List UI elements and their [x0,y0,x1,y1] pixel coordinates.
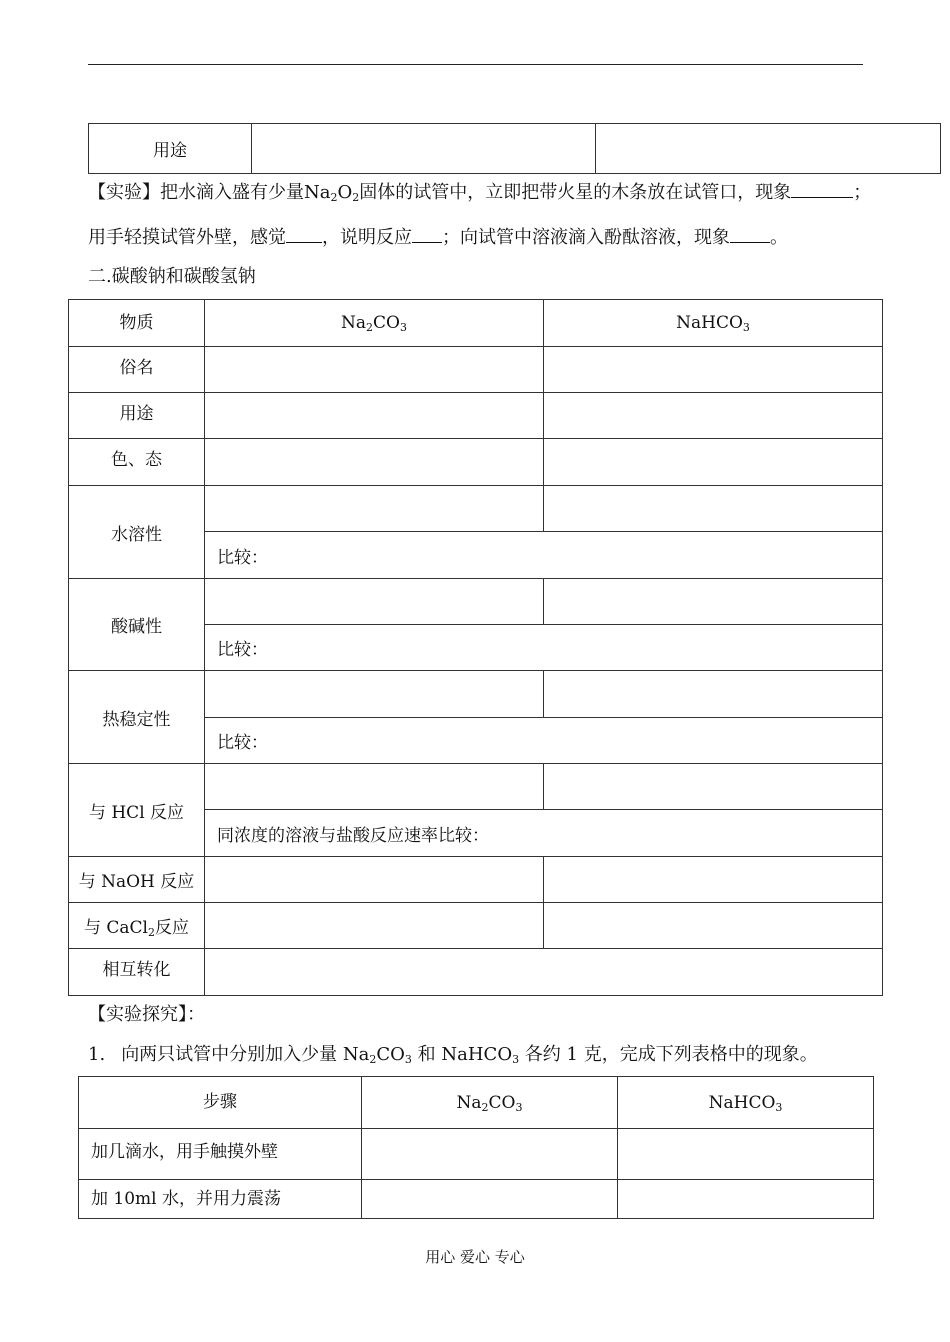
explore-title: 【实验探究】： [88,1004,205,1025]
page-footer: 用心 爱心 专心 [425,1248,525,1266]
header-rule [88,64,863,65]
answer-blank[interactable] [412,241,442,243]
row-label-solubility: 水溶性 [69,486,205,579]
table-cell[interactable] [544,764,883,810]
table-cell[interactable] [618,1180,874,1219]
table-cell[interactable] [544,579,883,625]
table-cell[interactable] [205,393,544,439]
step-row-1: 加几滴水，用手触摸外壁 [79,1129,362,1180]
compare-cell[interactable]: 比较： [205,625,883,671]
step-row-2: 加 10ml 水，并用力震荡 [79,1180,362,1219]
table-cell[interactable] [205,857,544,903]
header-step: 步骤 [79,1077,362,1129]
header-nahco3: NaHCO$_3$ [618,1077,874,1129]
row-label-use: 用途 [69,393,205,439]
table-cell[interactable] [205,486,544,532]
experiment-line-2: 用手轻摸试管外壁，感觉 ，说明反应 ；向试管中溶液滴入酚酞溶液，现象 。 [88,227,788,248]
top-table-cell[interactable] [596,124,941,174]
table-cell[interactable] [362,1180,618,1219]
table-cell[interactable] [205,347,544,393]
row-label-thermal-stability: 热稳定性 [69,671,205,764]
top-table-cell[interactable] [252,124,596,174]
compare-cell[interactable]: 比较： [205,532,883,579]
table-cell[interactable] [205,579,544,625]
hcl-compare-cell[interactable]: 同浓度的溶液与盐酸反应速率比较： [205,810,883,857]
table-cell[interactable] [544,671,883,718]
experiment-tag: 【实验】 [88,182,160,203]
row-label-naoh: 与 NaOH 反应 [69,857,205,903]
table-cell[interactable] [205,671,544,718]
row-label-acid-base: 酸碱性 [69,579,205,671]
answer-blank[interactable] [791,196,853,198]
table-cell[interactable] [362,1129,618,1180]
table-cell[interactable] [205,903,544,949]
row-label-common-name: 俗名 [69,347,205,393]
row-label-hcl: 与 HCl 反应 [69,764,205,857]
table-cell[interactable] [618,1129,874,1180]
table-cell[interactable] [205,764,544,810]
top-table-label: 用途 [89,124,252,174]
top-table [88,123,941,174]
experiment-line-1: 【实验】把水滴入盛有少量$Na_2O_2$固体的试管中，立即把带火星的木条放在试管口，现象 ； [88,182,872,204]
table-cell[interactable] [544,903,883,949]
explore-item-1: 1. 向两只试管中分别加入少量 $Na_2CO_3$ 和 NaHCO$_3$ 各约 1 克，完成下列表格中的现象。 [88,1044,818,1066]
header-na2co3: $Na_2CO_3$ [205,300,544,347]
header-nahco3: NaHCO$_3$ [544,300,883,347]
table-cell[interactable] [544,393,883,439]
section-title: 二.碳酸钠和碳酸氢钠 [88,266,256,287]
row-label-interconversion: 相互转化 [69,949,205,996]
row-label-cacl2: 与 CaCl$_2$反应 [69,903,205,949]
answer-blank[interactable] [730,241,770,243]
compare-cell[interactable]: 比较： [205,718,883,764]
comparison-table [68,299,883,996]
row-label-color-state: 色、态 [69,439,205,486]
table-cell[interactable] [544,347,883,393]
table-cell[interactable] [544,857,883,903]
table-cell[interactable] [205,949,883,996]
answer-blank[interactable] [286,241,322,243]
table-cell[interactable] [205,439,544,486]
table-cell[interactable] [544,486,883,532]
header-substance: 物质 [69,300,205,347]
header-na2co3: $Na_2CO_3$ [362,1077,618,1129]
step-table [78,1076,874,1219]
table-cell[interactable] [544,439,883,486]
